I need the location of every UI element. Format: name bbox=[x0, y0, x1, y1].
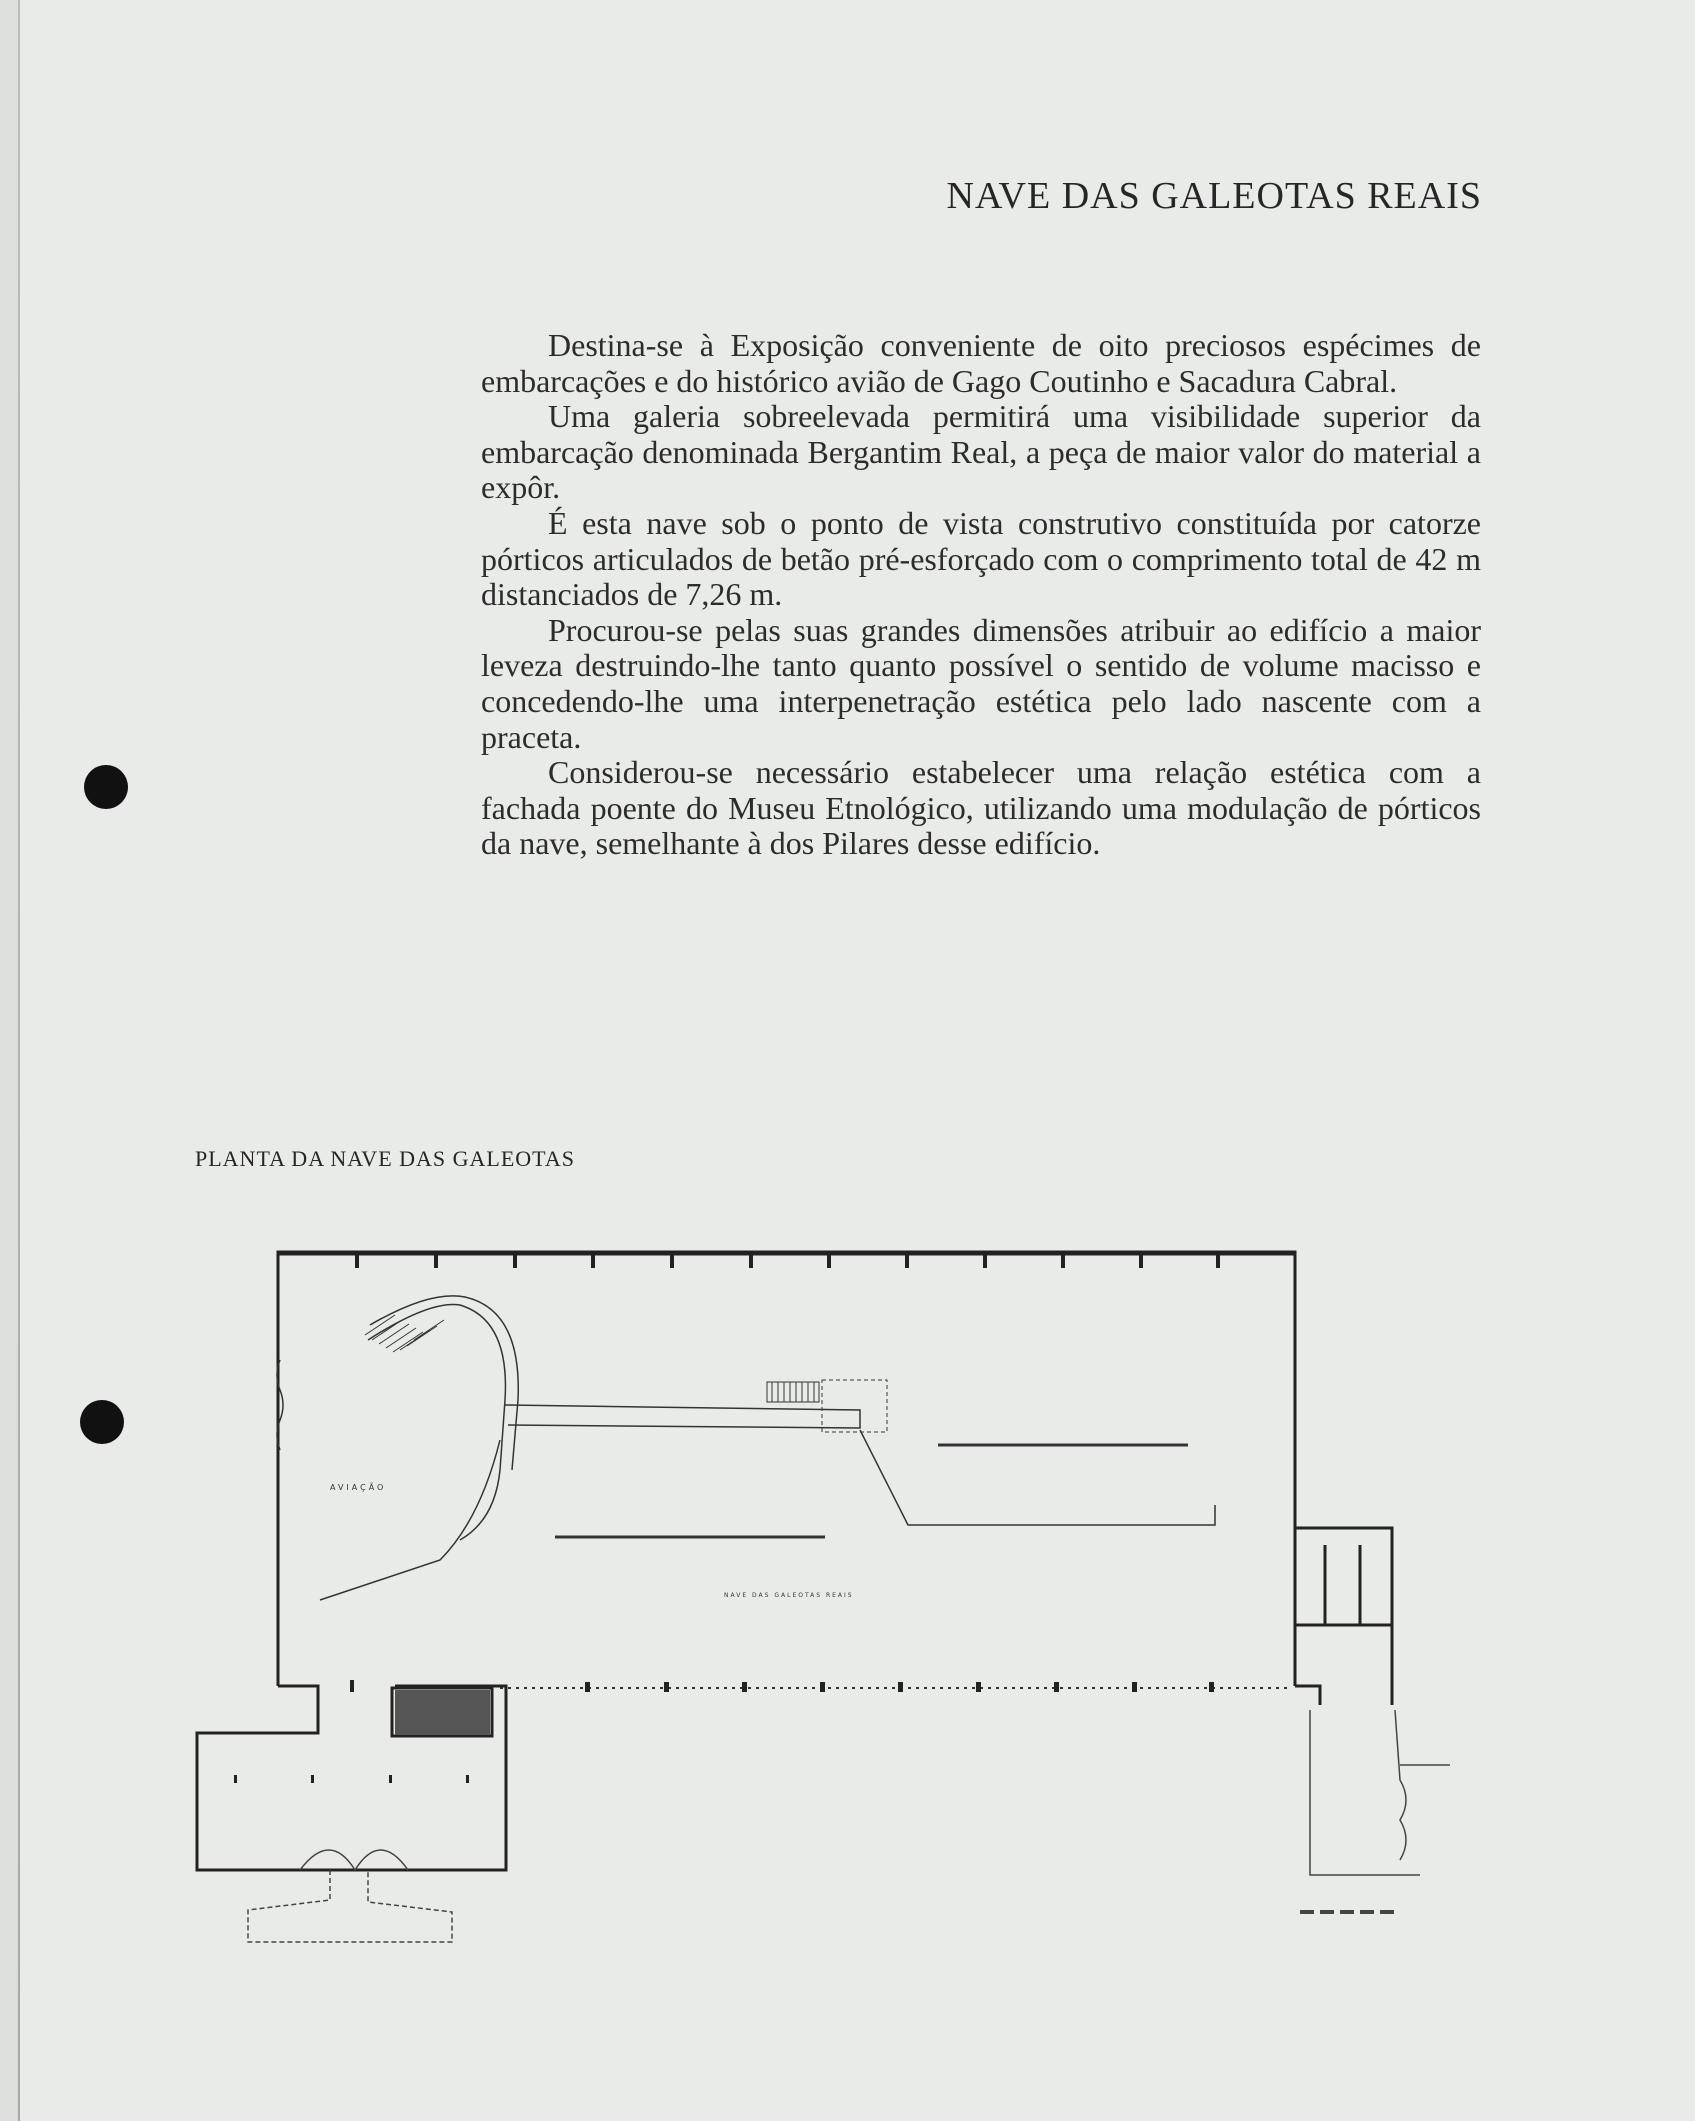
hall-outline bbox=[278, 1252, 1295, 1686]
nave-label: NAVE DAS GALEOTAS REAIS bbox=[724, 1592, 854, 1599]
portico-marks bbox=[355, 1254, 1220, 1268]
entrance-canopy bbox=[248, 1850, 452, 1942]
paragraph: Destina-se à Exposição conveniente de oito preciosos espécimes de embarcações e do histórico avião de Gago Coutinho e Sacadura Cabral. bbox=[481, 327, 1481, 399]
paragraph: Uma galeria sobreelevada permitirá uma visibilidade superior da embarcação denominada Bergantim Real, a peça de maior valor do material a expôr. bbox=[481, 398, 1481, 506]
paragraph: Considerou-se necessário estabelecer uma relação estética com a fachada poente do Museu Etnológico, utilizando uma modulação de pórticos da nave, semelhante à dos Pilares desse edifício. bbox=[481, 754, 1481, 862]
paragraph: É esta nave sob o ponto de vista construtivo constituída por catorze pórticos articulados de betão pré-esforçado com o comprimento total de 42 m distanciados de 7,26 m. bbox=[481, 504, 1481, 613]
figure-caption: PLANTA DA NAVE DAS GALEOTAS bbox=[195, 1146, 575, 1171]
stair-hatching bbox=[365, 1315, 887, 1432]
east-rooms bbox=[1295, 1528, 1392, 1705]
paragraph: Procurou-se pelas suas grandes dimensões atribuir ao edifício a maior leveza destruindo-lhe tanto quanto possível o sentido de volume macisso e concedendo-lhe uma interpenetração estética pelo lado nascente com a praceta. bbox=[481, 611, 1481, 755]
east-annex bbox=[1300, 1710, 1450, 1912]
aviation-label: AVIAÇÃO bbox=[330, 1483, 387, 1492]
gallery-ramp bbox=[320, 1296, 1215, 1600]
page-title: NAVE DAS GALEOTAS REAIS bbox=[946, 175, 1482, 217]
service-block bbox=[395, 1690, 490, 1735]
annex-pillars bbox=[234, 1775, 469, 1783]
